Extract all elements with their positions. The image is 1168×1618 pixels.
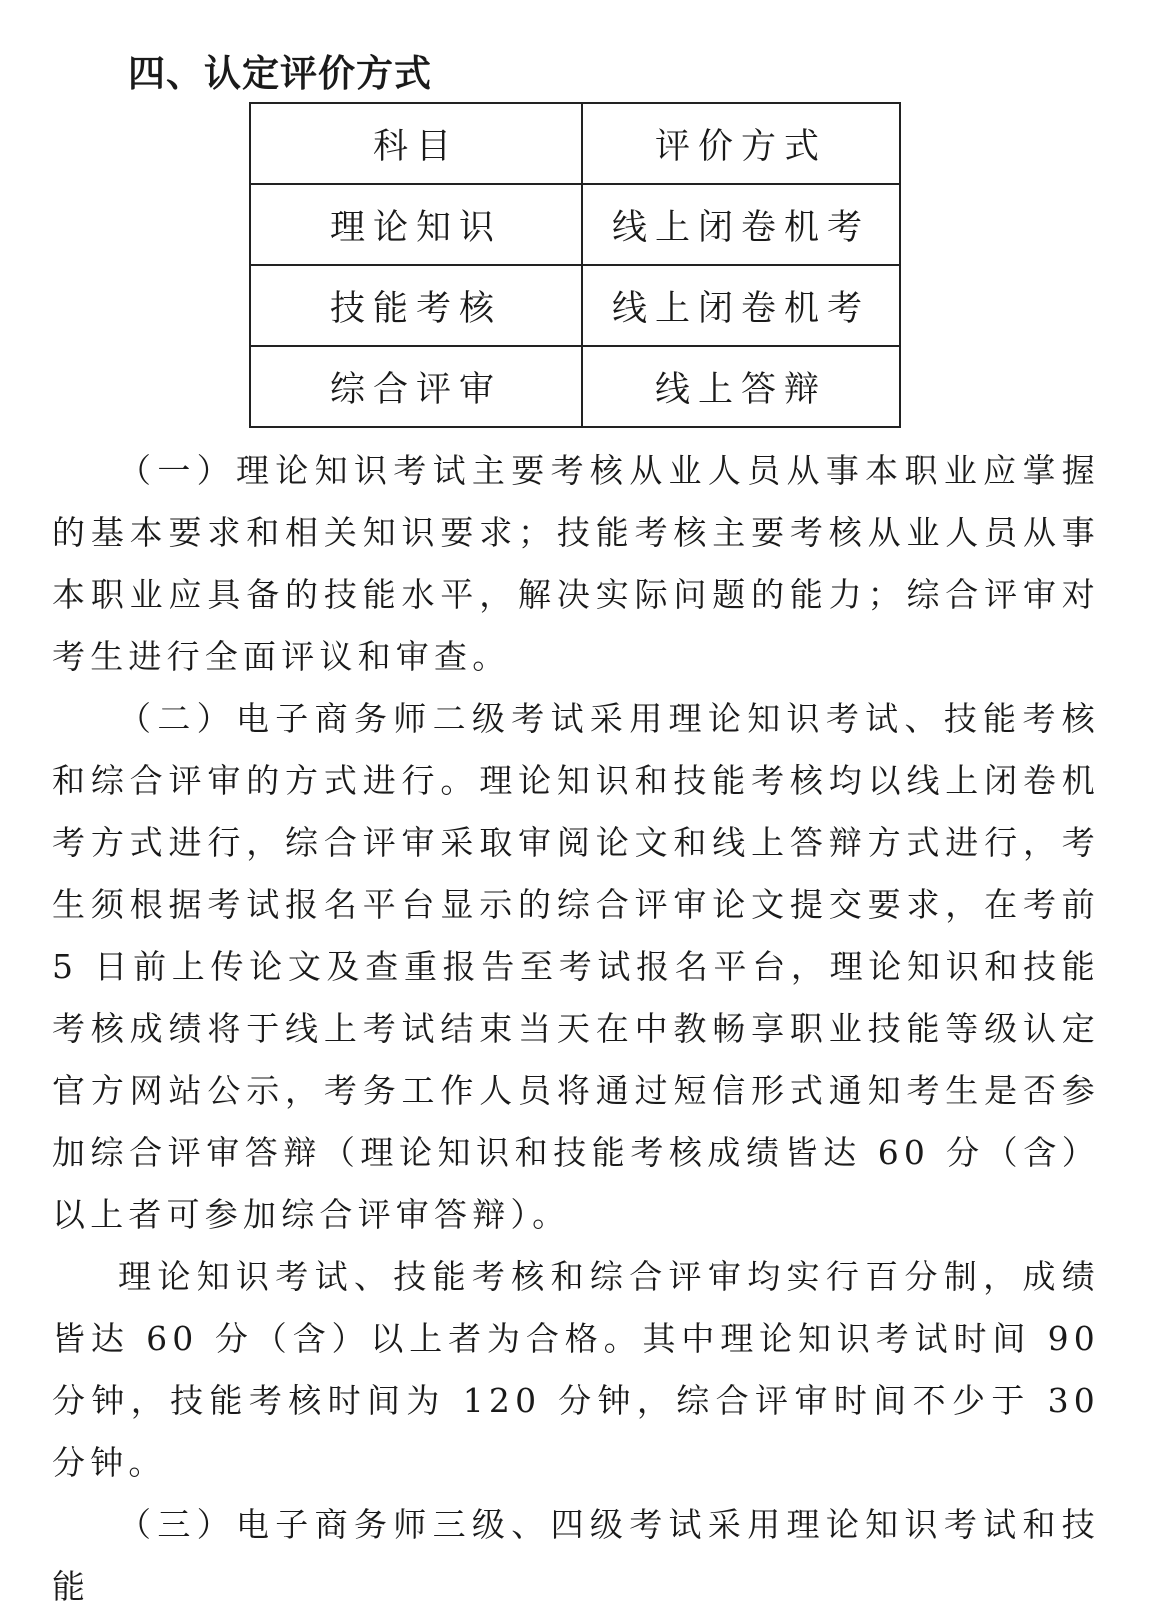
cell-method: 线上答辩 bbox=[582, 346, 900, 427]
cell-subject: 综合评审 bbox=[250, 346, 582, 427]
cell-subject: 技能考核 bbox=[250, 265, 582, 346]
table-row bbox=[250, 265, 900, 346]
paragraph: （二）电子商务师二级考试采用理论知识考试、技能考核和综合评审的方式进行。理论知识和技能考核均以线上闭卷机考方式进行，综合评审采取审阅论文和线上答辩方式进行，考生须根据考试报名平台显示的综合评审论文提交要求，在考前 5 日前上传论文及查重报告至考试报名平台，理论知识和技能考核成绩将于线上考试结束当天在中教畅享职业技能等级认定官方网站公示，考务工作人员将通过短信形式通知考生是否参加综合评审答辩（理论知识和技能考核成绩皆达 60 分（含）以上者可参加综合评审答辩）。 bbox=[52, 699, 1100, 1234]
evaluation-method-table bbox=[249, 102, 901, 428]
section-heading: 四、认定评价方式 bbox=[128, 52, 432, 95]
table-header-row bbox=[250, 103, 900, 184]
paragraph: （一）理论知识考试主要考核从业人员从事本职业应掌握的基本要求和相关知识要求；技能考核主要考核从业人员从事本职业应具备的技能水平，解决实际问题的能力；综合评审对考生进行全面评议和审查。 bbox=[52, 451, 1100, 676]
table-row bbox=[250, 346, 900, 427]
table-row bbox=[250, 184, 900, 265]
paragraph: 理论知识考试、技能考核和综合评审均实行百分制，成绩皆达 60 分（含）以上者为合格。其中理论知识考试时间 90 分钟，技能考核时间为 120 分钟，综合评审时间不少于 30 分钟。 bbox=[52, 1257, 1100, 1482]
cell-subject: 理论知识 bbox=[250, 184, 582, 265]
header-subject: 科目 bbox=[250, 103, 582, 184]
header-evaluation-method: 评价方式 bbox=[582, 103, 900, 184]
body-text bbox=[52, 440, 1100, 1618]
cell-method: 线上闭卷机考 bbox=[582, 265, 900, 346]
paragraph: （三）电子商务师三级、四级考试采用理论知识考试和技能 bbox=[52, 1505, 1100, 1606]
cell-method: 线上闭卷机考 bbox=[582, 184, 900, 265]
